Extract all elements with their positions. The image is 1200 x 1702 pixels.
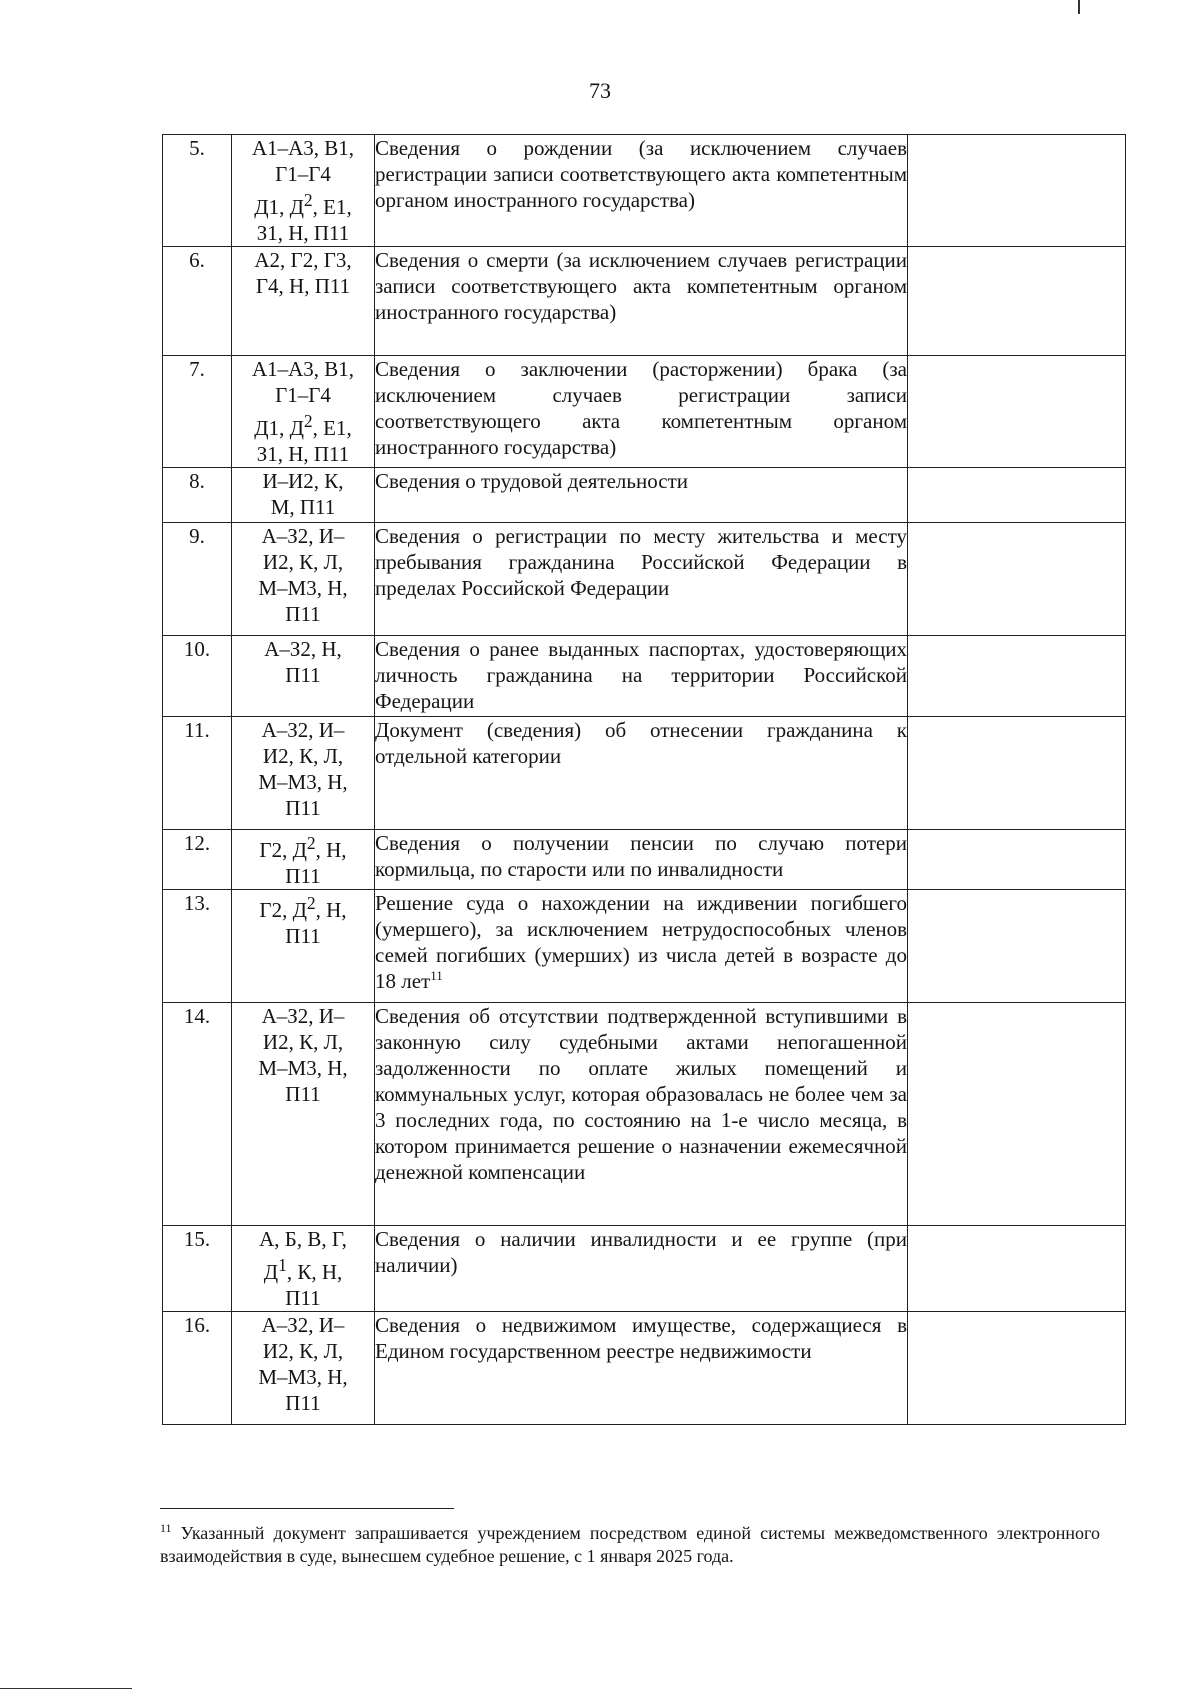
applicant-codes: А–З2, И– И2, К, Л, М–М3, Н, П11 [258, 1313, 348, 1415]
row-number-cell [163, 523, 232, 636]
table-row [163, 135, 1126, 247]
document-description-cell [375, 636, 908, 717]
notes-cell [908, 523, 1126, 636]
row-number-cell [163, 135, 232, 247]
row-number: 12. [183, 831, 211, 855]
document-description [375, 468, 907, 494]
document-description [375, 523, 907, 601]
row-number-cell [163, 890, 232, 1003]
row-number: 14. [183, 1004, 211, 1028]
applicant-codes-cell [232, 1312, 375, 1425]
row-number: 9. [189, 524, 205, 548]
table-row [163, 636, 1126, 717]
notes-cell [908, 247, 1126, 356]
applicant-codes: Г2, $Д^2$, Н, П11 [259, 893, 347, 948]
row-number: 8. [189, 469, 205, 493]
row-number-cell [163, 356, 232, 468]
applicant-codes: А–З2, И– И2, К, Л, М–М3, Н, П11 [258, 1004, 348, 1106]
applicant-codes: А–З2, И– И2, К, Л, М–М3, Н, П11 [258, 524, 348, 626]
notes-cell [908, 890, 1126, 1003]
table-row [163, 356, 1126, 468]
scan-edge-mark [1078, 0, 1080, 14]
table-row [163, 247, 1126, 356]
row-number: 5. [189, 136, 205, 160]
document-description-text: Сведения о получении пенсии по случаю потери кормильца, по старости или по инвалидности [375, 831, 907, 881]
row-number: 13. [183, 891, 211, 915]
row-number-cell [163, 247, 232, 356]
applicant-codes: А1–А3, В1, Г1–Г4 Д1, $Д^2$, Е1, З1, Н, П11 [251, 136, 355, 245]
document-description-cell [375, 1003, 908, 1226]
notes-cell [908, 1003, 1126, 1226]
table-row [163, 717, 1126, 830]
footnote-text: Указанный документ запрашивается учреждением посредством единой системы межведомственного электронного взаимодействия в суде, вынесшем судебное решение, с 1 января 2025 года. [160, 1523, 1100, 1566]
row-number: 7. [189, 357, 205, 381]
applicant-codes-cell [232, 468, 375, 523]
scan-bottom-mark [0, 1688, 132, 1689]
row-number: 16. [183, 1313, 211, 1337]
document-description [375, 830, 907, 882]
table-row [163, 1226, 1126, 1312]
table-row [163, 523, 1126, 636]
document-description-text: Сведения о ранее выданных паспортах, удостоверяющих личность гражданина на территории Российской Федерации [375, 637, 907, 713]
document-description-cell [375, 890, 908, 1003]
applicant-codes-cell [232, 247, 375, 356]
document-description-cell [375, 1226, 908, 1312]
notes-cell [908, 636, 1126, 717]
notes-cell [908, 135, 1126, 247]
document-description-text: Сведения о недвижимом имуществе, содержащиеся в Едином государственном реестре недвижимости [375, 1313, 907, 1363]
document-description [375, 1003, 907, 1185]
document-description-cell [375, 523, 908, 636]
notes-cell [908, 1226, 1126, 1312]
applicant-codes: Г2, $Д^2$, Н, П11 [259, 833, 347, 888]
applicant-codes: И–И2, К, М, П11 [262, 469, 344, 519]
applicant-codes-cell [232, 356, 375, 468]
applicant-codes: А1–А3, В1, Г1–Г4 Д1, $Д^2$, Е1, З1, Н, П11 [251, 357, 355, 466]
row-number: 15. [183, 1227, 211, 1251]
document-description-text: Сведения о рождении (за исключением случаев регистрации записи соответствующего акта компетентным органом иностранного государства) [375, 136, 907, 212]
document-description [375, 247, 907, 325]
notes-cell [908, 830, 1126, 890]
documents-table-body [163, 135, 1126, 1425]
row-number-cell [163, 468, 232, 523]
notes-cell [908, 717, 1126, 830]
document-description-text: Сведения о регистрации по месту жительства и месту пребывания гражданина Российской Федерации в пределах Российской Федерации [375, 524, 907, 600]
applicant-codes-cell [232, 135, 375, 247]
document-description-text: Решение суда о нахождении на иждивении погибшего (умершего), за исключением нетрудоспособных членов семей погибших (умерших) из числа детей в возрасте до 18 лет [375, 891, 907, 993]
documents-table [162, 134, 1126, 1425]
document-description-text: Сведения об отсутствии подтвержденной вступившими в законную силу судебными актами непогашенной задолженности по оплате жилых помещений и коммунальных услуг, которая образовалась не более чем за 3 последних года, по состоянию на 1-е число месяца, в котором принимается решение о назначении ежемесячной денежной компенсации [375, 1004, 907, 1184]
document-description-cell [375, 356, 908, 468]
notes-cell [908, 1312, 1126, 1425]
applicant-codes-cell [232, 1226, 375, 1312]
document-description-text: Сведения о заключении (расторжении) брака (за исключением случаев регистрации записи соответствующего акта компетентным органом иностранного государства) [375, 357, 907, 459]
row-number-cell [163, 636, 232, 717]
document-description-text: Сведения о наличии инвалидности и ее группе (при наличии) [375, 1227, 907, 1277]
row-number-cell [163, 1003, 232, 1226]
document-description-cell [375, 717, 908, 830]
applicant-codes: А–З2, Н, П11 [264, 637, 342, 687]
document-description [375, 636, 907, 714]
document-description [375, 1226, 907, 1278]
footnote-marker: 11 [160, 1521, 172, 1535]
applicant-codes: А2, Г2, Г3, Г4, Н, П11 [254, 248, 352, 298]
row-number: 6. [189, 248, 205, 272]
notes-cell [908, 356, 1126, 468]
document-description-text: Документ (сведения) об отнесении гражданина к отдельной категории [375, 718, 907, 768]
table-row [163, 890, 1126, 1003]
document-description [375, 356, 907, 460]
document-description [375, 135, 907, 213]
footnote [160, 1522, 1100, 1568]
applicant-codes-cell [232, 636, 375, 717]
document-description-cell [375, 830, 908, 890]
document-description-text: Сведения о смерти (за исключением случаев регистрации записи соответствующего акта компетентным органом иностранного государства) [375, 248, 907, 324]
document-description-text: Сведения о трудовой деятельности [375, 469, 688, 493]
applicant-codes: А, Б, В, Г, $Д^1$, К, Н, П11 [259, 1227, 347, 1310]
table-row [163, 1003, 1126, 1226]
applicant-codes-cell [232, 890, 375, 1003]
row-number: 10. [183, 637, 211, 661]
document-description-cell [375, 1312, 908, 1425]
applicant-codes-cell [232, 1003, 375, 1226]
applicant-codes-cell [232, 523, 375, 636]
table-row [163, 830, 1126, 890]
applicant-codes-cell [232, 830, 375, 890]
footnote-separator [160, 1508, 454, 1509]
document-description [375, 890, 907, 994]
row-number-cell [163, 830, 232, 890]
footnote-reference: 11 [430, 968, 443, 983]
document-description-cell [375, 247, 908, 356]
row-number-cell [163, 1312, 232, 1425]
page-number: 73 [589, 78, 611, 103]
document-description-cell [375, 468, 908, 523]
row-number: 11. [184, 718, 210, 742]
document-description [375, 717, 907, 769]
table-row [163, 1312, 1126, 1425]
applicant-codes: А–З2, И– И2, К, Л, М–М3, Н, П11 [258, 718, 348, 820]
table-row [163, 468, 1126, 523]
row-number-cell [163, 717, 232, 830]
applicant-codes-cell [232, 717, 375, 830]
row-number-cell [163, 1226, 232, 1312]
document-description-cell [375, 135, 908, 247]
notes-cell [908, 468, 1126, 523]
document-description [375, 1312, 907, 1364]
